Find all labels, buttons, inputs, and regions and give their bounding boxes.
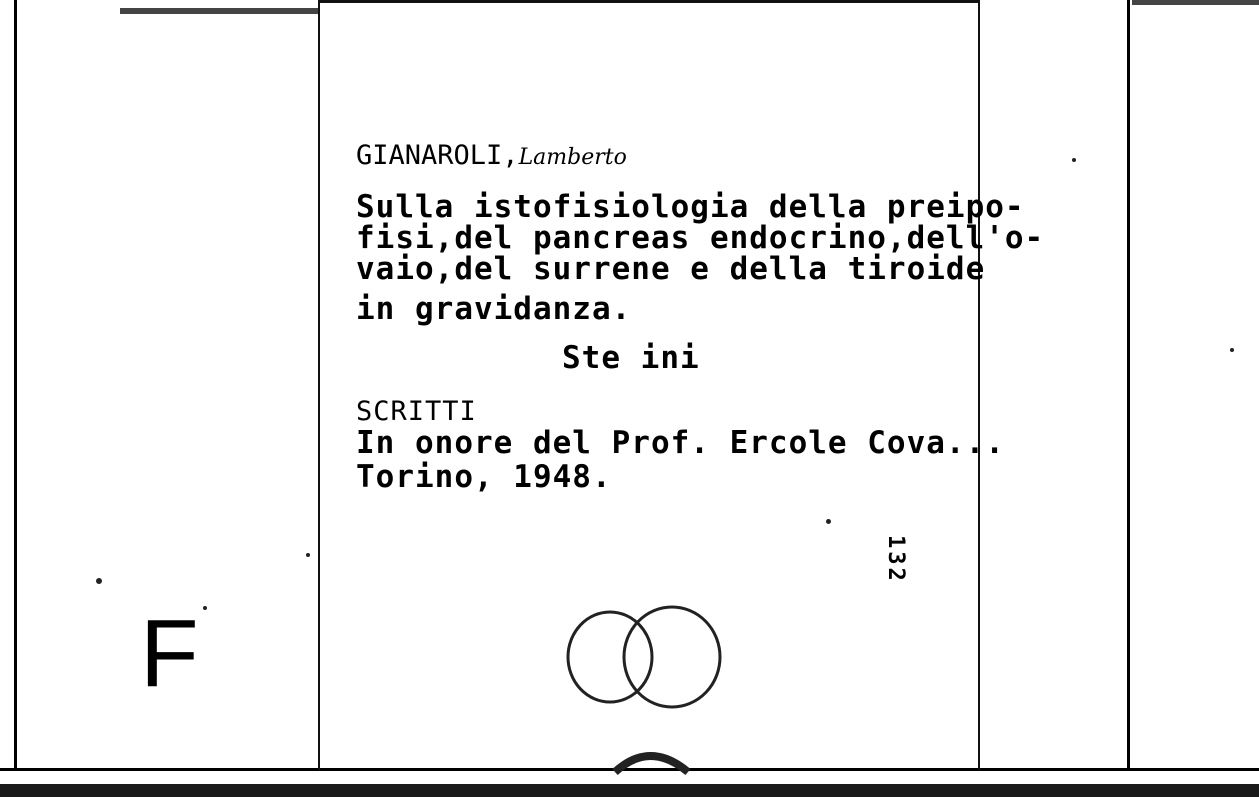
title-line-2: fisi,del pancreas endocrino,dell'o- [356, 220, 1045, 256]
bottom-shadow [0, 784, 1259, 797]
hole-arc-bottom [615, 756, 688, 772]
drawer-letter: F [140, 600, 199, 707]
scan-speck [96, 578, 102, 584]
source-line-1: SCRITTI [356, 396, 477, 427]
hole-ring-left [568, 612, 652, 702]
source-line-3: Torino, 1948. [356, 459, 612, 495]
left-frame-edge [14, 0, 17, 770]
top-right-strip [1132, 0, 1259, 5]
right-frame-edge [1127, 0, 1130, 770]
source-line-2: In onore del Prof. Ercole Cova... [356, 425, 1005, 461]
scan-speck [1230, 348, 1234, 352]
card-hole-marks [560, 600, 760, 780]
marker-text: Ste ini [562, 340, 700, 376]
author-signature: Lamberto [518, 145, 627, 170]
scan-speck [306, 553, 310, 557]
title-line-1: Sulla istofisiologia della preipo- [356, 189, 1025, 225]
stamp-number: 132 [883, 535, 908, 584]
scan-speck [826, 519, 831, 524]
author-heading [356, 140, 627, 171]
hole-ring-right [624, 607, 720, 707]
scan-speck [1072, 158, 1076, 162]
top-left-strip [120, 8, 320, 14]
title-line-3: vaio,del surrene e della tiroide [356, 251, 986, 287]
catalog-card-top-edge [318, 0, 980, 3]
title-line-4: in gravidanza. [356, 291, 632, 327]
scan-speck [203, 606, 207, 610]
author-surname: GIANAROLI, [356, 140, 519, 171]
